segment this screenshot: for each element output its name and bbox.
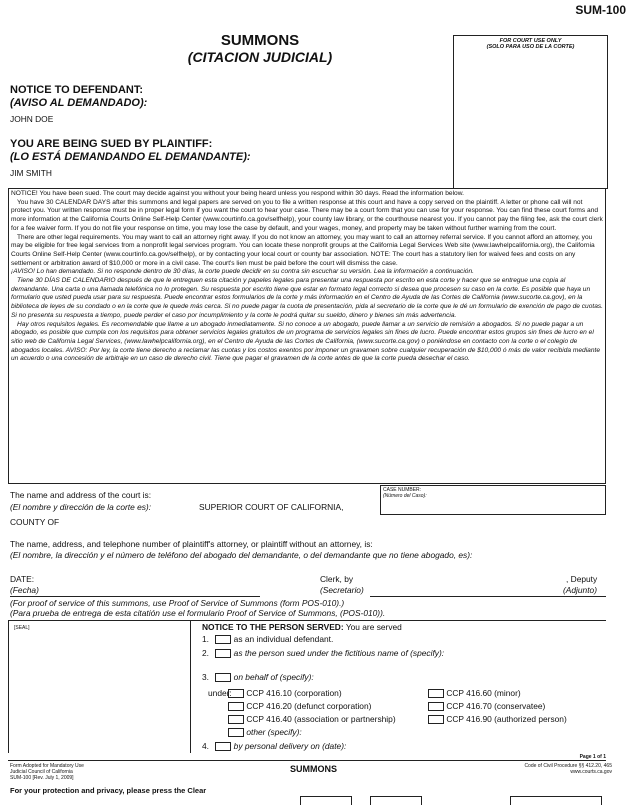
case-number-label-spanish: (Número del Caso):	[383, 493, 427, 499]
item-on-behalf-label: on behalf of (specify):	[233, 672, 314, 682]
case-number-label: CASE NUMBER:	[383, 487, 422, 493]
date-label-spanish: (Fecha)	[10, 585, 39, 595]
court-name-label: The name and address of the court is:	[10, 490, 152, 500]
footer-left	[10, 763, 84, 781]
item-personal-delivery-label: by personal delivery on (date):	[233, 741, 347, 751]
checkbox-ccp-416-70[interactable]	[428, 702, 444, 711]
ccp-option-label: CCP 416.20 (defunct corporation)	[246, 701, 372, 711]
checkbox-fictitious[interactable]	[215, 649, 231, 658]
seal-area: [SEAL]	[14, 625, 30, 631]
privacy-note: For your protection and privacy, please press the Clear	[10, 786, 207, 795]
footer-right	[524, 763, 612, 775]
seal-divider	[190, 620, 191, 753]
date-line[interactable]	[10, 596, 260, 597]
checkbox-ccp-416-10[interactable]	[228, 689, 244, 698]
checkbox-ccp-416-60[interactable]	[428, 689, 444, 698]
checkbox-individual[interactable]	[215, 635, 231, 644]
clerk-label-spanish: (Secretario)	[320, 585, 364, 595]
county-label[interactable]: COUNTY OF	[10, 517, 60, 527]
checkbox-personal-delivery[interactable]	[215, 742, 231, 751]
ccp-option-label: other (specify):	[246, 727, 302, 737]
footer-right-line: Code of Civil Procedure §§ 412.20, 465	[524, 763, 612, 769]
footer-left-line: Judicial Council of California	[10, 769, 73, 775]
ccp-option-label: CCP 416.90 (authorized person)	[446, 714, 567, 724]
footer-divider	[8, 760, 606, 761]
court-name-label-spanish: (El nombre y dirección de la corte es):	[10, 502, 152, 512]
proof-note: (For proof of service of this summons, use Proof of Service of Summons (form POS-010).)	[10, 598, 345, 608]
footer-left-line: Form Adopted for Mandatory Use	[10, 763, 84, 769]
checkbox-other[interactable]	[228, 728, 244, 737]
notice-paragraph-spanish: Tiene 30 DÍAS DE CALENDARIO después de que le entreguen esta citación y papeles legales para presentar una respuesta por escrito en esta corte y hacer que se entregue una copia al demandante. Una carta o una llamada telefónica no lo protegen. Su respuesta por escrito tiene que estar en formato legal correcto si desea que procesen su caso en la corte. Es posible que haya un formulario que usted pueda usar para su respuesta. Puede encontrar estos formularios de la corte y más información en el Centro de Ayuda de las Cortes de California (www.sucorte.ca.gov), en la biblioteca de leyes de su condado o en la corte que le quede más cerca. Si no puede pagar la cuota de presentación, pida al secretario de la corte que le dé un formulario de exención de pago de cuotas. Si no presenta su respuesta a tiempo, puede perder el caso por incumplimiento y la corte le podrá quitar su sueldo, dinero y bienes sin más advertencia.	[11, 277, 604, 319]
under-label: under:	[208, 688, 232, 698]
ccp-option-label: CCP 416.70 (conservatee)	[446, 701, 546, 711]
item-number: 4.	[202, 741, 209, 751]
notice-paragraph: NOTICE! You have been sued. The court may decide against you without your being heard unless you respond within 30 days. Read the information below.	[11, 190, 464, 197]
court-use-label-spanish: (SOLO PARA USO DE LA CORTE)	[486, 44, 575, 50]
clerk-label: Clerk, by	[320, 574, 354, 584]
checkbox-ccp-416-40[interactable]	[228, 715, 244, 724]
court-use-box	[453, 35, 608, 189]
attorney-label-spanish: (El nombre, la dirección y el número de teléfono del abogado del demandante, o del demandante que no tiene abogado, es):	[10, 550, 473, 560]
form-title: SUMMONS	[220, 32, 300, 49]
item-individual-label: as an individual defendant.	[233, 634, 334, 644]
date-label: DATE:	[10, 574, 35, 584]
clerk-line[interactable]	[370, 596, 550, 597]
proof-note-spanish: (Para prueba de entrega de esta citatión use el formulario Proof of Service of Summons, (POS-010)).	[10, 608, 386, 618]
page-number: Page 1 of 1	[579, 754, 606, 760]
served-heading: NOTICE TO THE PERSON SERVED:	[202, 622, 344, 632]
ccp-option-label: CCP 416.40 (association or partnership)	[246, 714, 396, 724]
footer-title: SUMMONS	[290, 764, 337, 774]
footer-left-line: SUM-100 [Rev. July 1, 2009]	[10, 775, 74, 781]
checkbox-ccp-416-20[interactable]	[228, 702, 244, 711]
deputy-label: , Deputy	[566, 574, 598, 584]
case-number-box[interactable]	[380, 485, 606, 515]
item-number: 2.	[202, 648, 209, 658]
attorney-label: The name, address, and telephone number of plaintiff's attorney, or plaintiff without an attorney, is:	[10, 539, 373, 549]
defendant-name[interactable]: JOHN DOE	[10, 114, 54, 124]
item-fictitious-label: as the person sued under the fictitious name of (specify):	[233, 648, 445, 658]
plaintiff-heading-spanish: (LO ESTÁ DEMANDANDO EL DEMANDANTE):	[10, 151, 251, 163]
item-number: 3.	[202, 672, 209, 682]
form-number: SUM-100	[575, 3, 626, 17]
footer-right-line: www.courts.ca.gov	[570, 769, 612, 775]
form-title-spanish: (CITACION JUDICIAL)	[187, 49, 333, 65]
ccp-option-label: CCP 416.10 (corporation)	[246, 688, 342, 698]
defendant-heading-spanish: (AVISO AL DEMANDADO):	[10, 97, 148, 109]
notice-text-box	[8, 188, 606, 484]
notice-paragraph: You have 30 CALENDAR DAYS after this summons and legal papers are served on you to file a written response at this court and have a copy served on the plaintiff. A letter or phone call will not protect you. Your written response must be in proper legal form if you want the court to hear your case. There may be a court form that you can use for your response. You can find these court forms and more information at the California Courts Online Self-Help Center (www.courtinfo.ca.gov/selfhelp), your county law library, or the courthouse nearest you. If you cannot pay the filing fee, ask the court clerk for a fee waiver form. If you do not file your response on time, you may lose the case by default, and your wages, money, and property may be taken without further warning from the court.	[11, 198, 603, 232]
court-name-value[interactable]: SUPERIOR COURT OF CALIFORNIA,	[199, 502, 344, 512]
notice-paragraph: There are other legal requirements. You may want to call an attorney right away. If you do not know an attorney, you may want to call an attorney referral service. If you cannot afford an attorney, you may be eligible for free legal services from a nonprofit legal services program. You can locate these nonprofit groups at the California Legal Services Web site (www.lawhelpcalifornia.org), the California Courts Online Self-Help Center (www.courtinfo.ca.gov/selfhelp), or by contacting your local court or county bar association. NOTE: The court has a statutory lien for waived fees and costs on any settlement or arbitration award of $10,000 or more in a civil case. The court's lien must be paid before the court will dismiss the case.	[11, 233, 595, 267]
ccp-option-label: CCP 416.60 (minor)	[446, 688, 521, 698]
court-use-label: FOR COURT USE ONLY	[499, 38, 562, 44]
notice-paragraph-spanish: Hay otros requisitos legales. Es recomendable que llame a un abogado inmediatamente. Si no conoce a un abogado, puede llamar a un servicio de remisión a abogados. Si no puede pagar a un abogado, es posible que cumpla con los requisitos para obtener servicios legales gratuitos de un programa de servicios legales sin fines de lucro. Puede encontrar estos grupos sin fines de lucro en el sitio web de California Legal Services, (www.lawhelpcalifornia.org), en el Centro de Ayuda de las Cortes de California, (www.sucorte.ca.gov) o poniéndose en contacto con la corte o el colegio de abogados locales. AVISO: Por ley, la corte tiene derecho a reclamar las cuotas y los costos exentos por imponer un gravamen sobre cualquier recuperación de $10,000 ó más de valor recibida mediante un acuerdo o una concesión de arbitraje en un caso de derecho civil. Tiene que pagar el gravamen de la corte antes de que la corte pueda desechar el caso.	[11, 320, 601, 363]
deputy-label-spanish: (Adjunto)	[563, 585, 597, 595]
served-heading-rest: You are served	[345, 622, 402, 632]
plaintiff-name[interactable]: JIM SMITH	[10, 168, 52, 178]
checkbox-on-behalf[interactable]	[215, 673, 231, 682]
plaintiff-heading: YOU ARE BEING SUED BY PLAINTIFF:	[10, 138, 213, 150]
item-number: 1.	[202, 634, 209, 644]
notice-paragraph-spanish: ¡AVISO! Lo han demandado. Si no responde dentro de 30 días, la corte puede decidir en su contra sin escuchar su versión. Lea la información a continuación.	[11, 268, 474, 276]
defendant-heading: NOTICE TO DEFENDANT:	[10, 84, 144, 96]
deputy-line	[550, 596, 606, 597]
checkbox-ccp-416-90[interactable]	[428, 715, 444, 724]
